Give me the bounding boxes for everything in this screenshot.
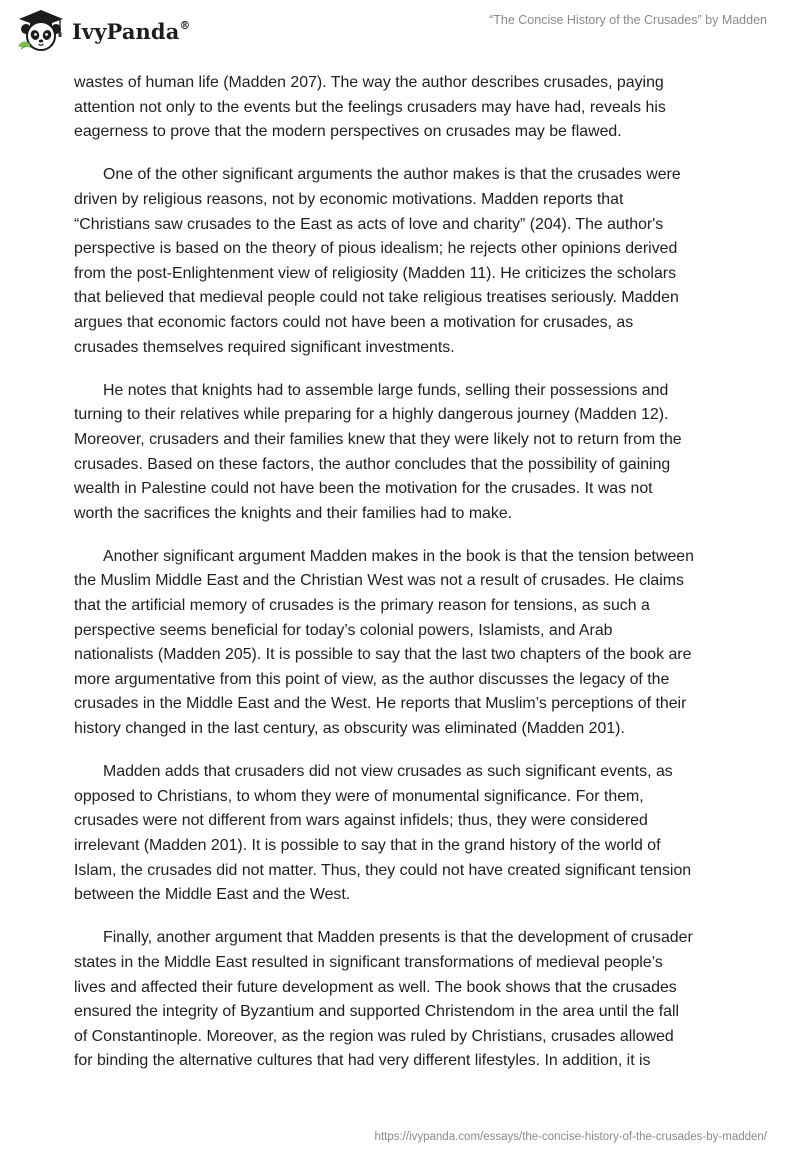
text-line: wastes of human life (Madden 207). The way the author describes crusades, paying [74,74,664,91]
text-line: wealth in Palestine could not have been the motivation for the crusades. It was not [74,480,653,498]
text-line: crusades themselves required significant investments. [74,338,455,356]
essay-paragraph [74,71,734,145]
essay-paragraph [74,760,734,908]
essay-paragraph [74,379,734,527]
page-header [0,0,800,60]
text-line: crusades. Based on these factors, the author concludes that the possibility of gaining [74,455,671,473]
text-line: crusades in the Middle East and the West. He reports that Muslim’s perceptions of their [74,695,687,713]
text-line: of Constantinople. Moreover, as the region was ruled by Christians, crusades allowed [74,1027,674,1045]
text-line: eagerness to prove that the modern perspectives on crusades may be flawed. [74,123,622,141]
text-line: from the post-Enlightenment view of religiosity (Madden 11). He criticizes the scholars [74,264,677,282]
text-line: Islam, the crusades did not matter. Thus, they could not have created significant tension [74,861,692,879]
text-line: perspective is based on the theory of pious idealism; he rejects other opinions derived [74,240,678,258]
essay-body [74,71,734,1093]
source-url[interactable]: https://ivypanda.com/essays/the-concise-history-of-the-crusades-by-madden/ [374,1131,767,1143]
text-line: He notes that knights had to assemble large funds, selling their possessions and [103,381,669,399]
text-line: argues that economic factors could not have been a motivation for crusades, as [74,313,634,331]
text-line: “Christians saw crusades to the East as acts of love and charity” (204). The author's [74,215,664,233]
text-line: between the Middle East and the West. [74,886,351,904]
panda-graduate-icon [16,8,66,52]
essay-paragraph [74,926,734,1074]
text-line: that the artificial memory of crusades is the primary reason for tensions, as such a [74,597,650,615]
text-line: driven by religious reasons, not by economic motivations. Madden reports that [74,190,624,208]
text-line: One of the other significant arguments the author makes is that the crusades were [103,166,681,184]
text-line: the Muslim Middle East and the Christian West was not a result of crusades. He claims [74,572,684,590]
text-line: crusades were not different from wars against infidels; thus, they were considered [74,812,648,830]
brand-name: IvyPanda® [72,18,191,44]
text-line: states in the Middle East resulted in significant transformations of medieval people’s [74,953,663,971]
text-line: nationalists (Madden 205). It is possible to say that the last two chapters of the book are [74,646,692,664]
document-title: “The Concise History of the Crusades” by Madden [489,13,767,27]
text-line: history changed in the last century, as obscurity was eliminated (Madden 201). [74,720,625,738]
essay-paragraph [74,163,734,360]
ivypanda-logo[interactable] [16,8,191,52]
text-line: irrelevant (Madden 201). It is possible to say that in the grand history of the world of [74,837,661,854]
text-line: Another significant argument Madden makes in the book is that the tension between [103,547,694,565]
text-line: perspective seems beneficial for today’s colonial powers, Islamists, and Arab [74,621,613,639]
text-line: Finally, another argument that Madden presents is that the development of crusader [103,929,693,947]
text-line: that believed that medieval people could not take religious treatises seriously. Madden [74,289,679,307]
essay-paragraph [74,545,734,742]
text-line: for binding the alternative cultures that had very different lifestyles. In addition, it is [74,1052,651,1070]
text-line: more argumentative from this point of view, as the author discusses the legacy of the [74,670,670,688]
text-line: Madden adds that crusaders did not view crusades as such significant events, as [103,763,673,781]
text-line: Moreover, crusaders and their families knew that they were likely not to return from the [74,430,682,448]
text-line: lives and affected their future development as well. The book shows that the crusades [74,978,677,996]
text-line: turning to their relatives while preparing for a highly dangerous journey (Madden 12). [74,406,669,424]
text-line: worth the sacrifices the knights and their families had to make. [74,504,513,522]
text-line: opposed to Christians, to whom they were of monumental significance. For them, [74,787,644,805]
text-line: attention not only to the events but the feelings crusaders may have had, reveals his [74,98,666,116]
text-line: ensured the integrity of Byzantium and supported Christendom in the area until the fall [74,1003,680,1021]
